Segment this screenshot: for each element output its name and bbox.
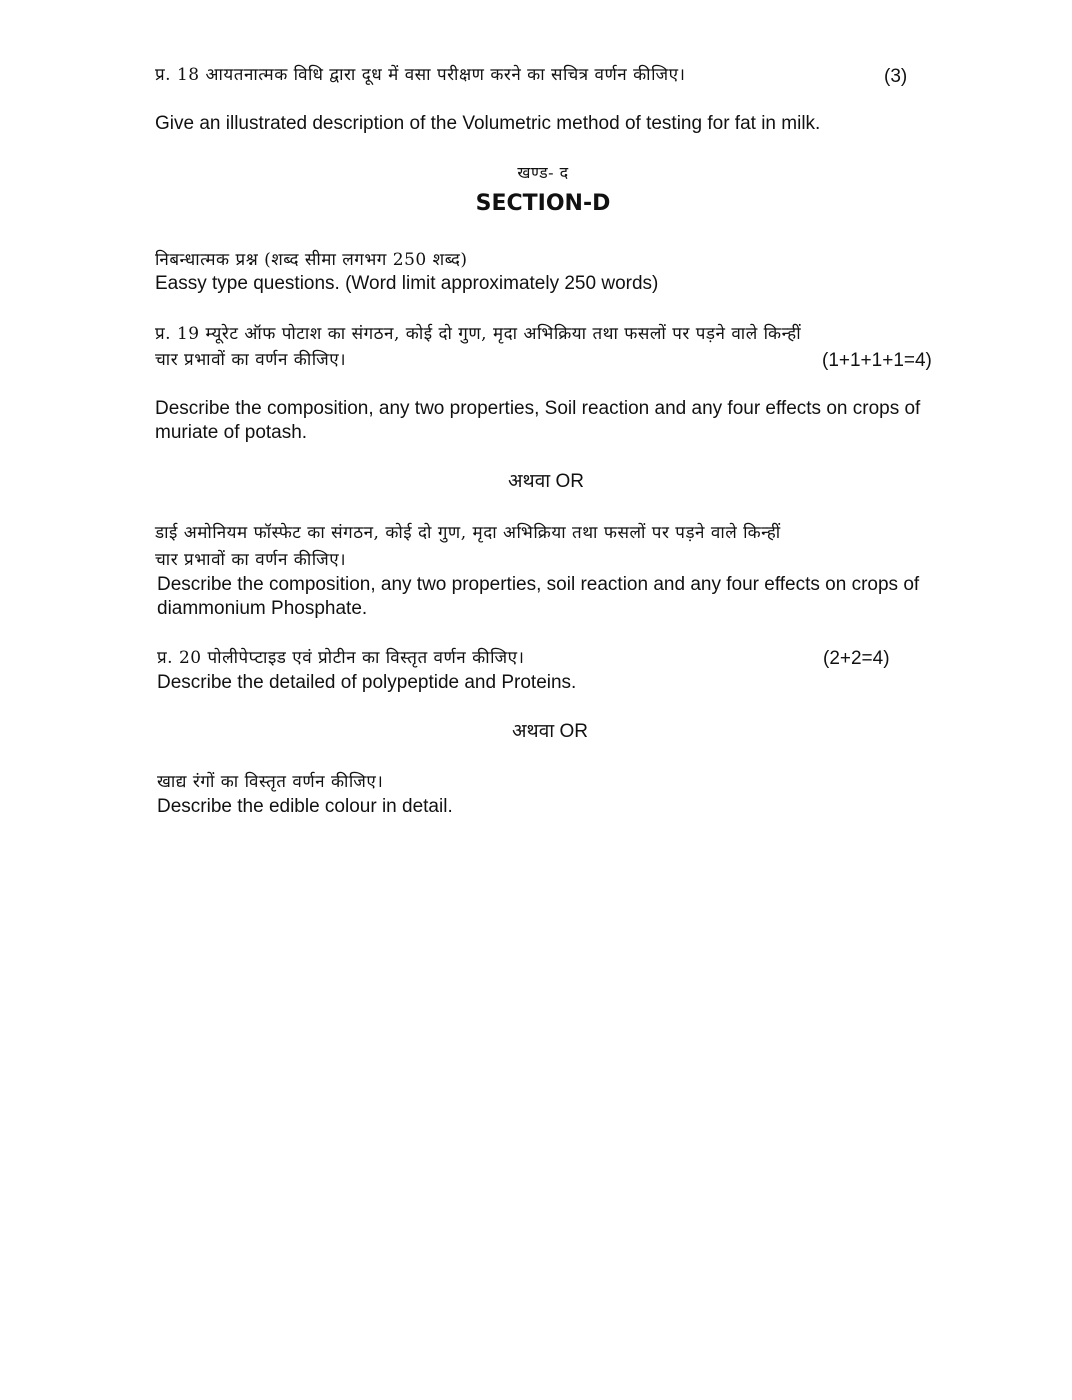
q19-english: Describe the composition, any two properties, Soil reaction and any four effects on crops of muriate of potash. (155, 398, 921, 443)
q20-marks: (2+2=4) (823, 648, 890, 669)
section-hindi-heading: खण्ड- द (517, 163, 569, 182)
q19-or-divider: अथवा OR (508, 471, 584, 492)
q19-hindi-line1: प्र. 19 म्यूरेट ऑफ पोटाश का संगठन, कोई दो गुण, मृदा अभिक्रिया तथा फसलों पर पड़ने वाले किन्हीं (155, 324, 802, 344)
section-title: SECTION-D (475, 191, 611, 216)
q19-alt-hindi-line2: चार प्रभावों का वर्णन कीजिए। (155, 550, 347, 570)
q19-hindi-line2: चार प्रभावों का वर्णन कीजिए। (155, 350, 347, 370)
q18-marks: (3) (884, 66, 908, 87)
q18-hindi: प्र. 18 आयतनात्मक विधि द्वारा दूध में वसा परीक्षण करने का सचित्र वर्णन कीजिए। (155, 65, 686, 85)
q20-hindi: प्र. 20 पोलीपेप्टाइड एवं प्रोटीन का विस्तृत वर्णन कीजिए। (157, 648, 525, 668)
q19-alt-english: Describe the composition, any two properties, soil reaction and any four effects on crops of diammonium Phosphate. (157, 574, 920, 619)
q20-english: Describe the detailed of polypeptide and Proteins. (157, 672, 577, 693)
q18-english: Give an illustrated description of the Volumetric method of testing for fat in milk. (155, 113, 821, 134)
q20-alt-hindi: खाद्य रंगों का विस्तृत वर्णन कीजिए। (157, 772, 384, 792)
q20-alt-english: Describe the edible colour in detail. (157, 796, 453, 817)
instruction-english: Eassy type questions. (Word limit approximately 250 words) (155, 273, 659, 294)
q19-marks: (1+1+1+1=4) (822, 350, 932, 371)
q20-or-divider: अथवा OR (512, 721, 588, 742)
instruction-hindi: निबन्धात्मक प्रश्न (शब्द सीमा लगभग 250 शब्द) (155, 250, 468, 270)
q19-alt-hindi-line1: डाई अमोनियम फॉस्फेट का संगठन, कोई दो गुण, मृदा अभिक्रिया तथा फसलों पर पड़ने वाले किन्हीं (155, 523, 781, 543)
